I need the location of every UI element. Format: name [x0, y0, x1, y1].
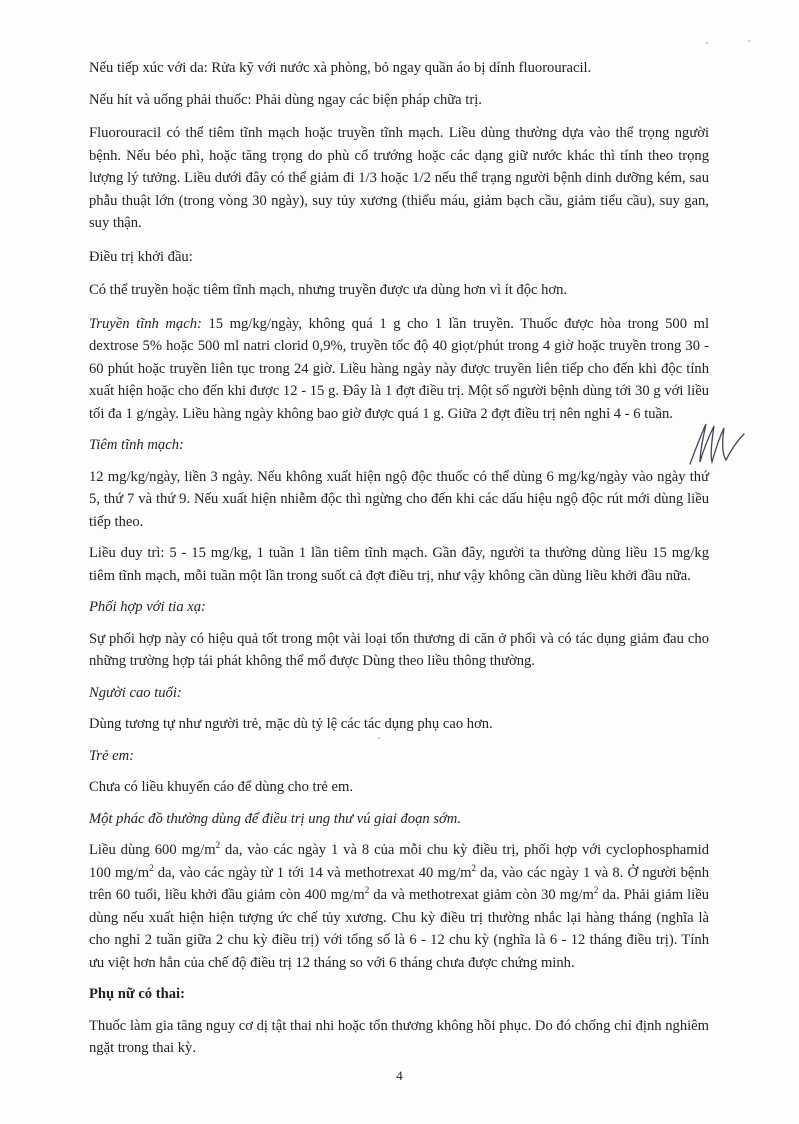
- paragraph-iv-infusion: [89, 313, 709, 426]
- scan-speck: [706, 42, 708, 44]
- heading-children: Trẻ em:: [89, 747, 134, 764]
- handwritten-initials: [688, 418, 746, 468]
- paragraph-elderly: Dùng tương tự như người trẻ, mặc dù tỷ lệ các tác dụng phụ cao hơn.: [89, 716, 493, 732]
- heading-initial-treatment: Điều trị khởi đầu:: [89, 248, 193, 265]
- paragraph-dosage-intro: Fluorouracil có thể tiêm tĩnh mạch hoặc truyền tĩnh mạch. Liều dùng thường dựa vào thể trọng người bệnh. Nếu béo phì, hoặc tăng trọng do phù cổ trướng hoặc các dạng giữ nước khác thì tính theo trọng lượng lý tưởng. Liều dưới đây có thể giảm đi 1/3 hoặc 1/2 nếu thể trạng người bệnh dinh dưỡng kém, sau phẫu thuật lớn (trong vòng 30 ngày), suy tủy xương (thiếu máu, giảm bạch cầu, giảm tiểu cầu), suy gan, suy thận.: [89, 125, 709, 231]
- heading-iv-injection: Tiêm tĩnh mạch:: [89, 437, 184, 453]
- scan-speck: [748, 40, 750, 42]
- heading-pregnancy: Phụ nữ có thai:: [89, 986, 185, 1002]
- paragraph-maintenance: Liều duy trì: 5 - 15 mg/kg, 1 tuần 1 lần tiêm tĩnh mạch. Gần đây, người ta thường dùng liều 15 mg/kg tiêm tĩnh mạch, mỗi tuần một lần trong suốt cả đợt điều trị, như vậy không cần dùng liều khởi đầu nữa.: [89, 545, 709, 584]
- heading-breast-cancer-regimen: Một phác đồ thường dùng để điều trị ung thư vú giai đoạn sớm.: [89, 810, 461, 827]
- paragraph-skin-contact: Nếu tiếp xúc với da: Rửa kỹ với nước xà phòng, bỏ ngay quần áo bị dính fluorouracil.: [89, 60, 592, 76]
- paragraph-infusion-preferred: Có thể truyền hoặc tiêm tĩnh mạch, nhưng truyền được ưa dùng hơn vì ít độc hơn.: [89, 282, 568, 298]
- heading-elderly: Người cao tuổi:: [89, 684, 182, 701]
- paragraph-children: Chưa có liều khuyến cáo để dùng cho trẻ em.: [89, 779, 354, 795]
- paragraph-iv-injection: 12 mg/kg/ngày, liền 3 ngày. Nếu không xuất hiện ngộ độc thuốc có thể dùng 6 mg/kg/ngày vào ngày thứ 5, thứ 7 và thứ 9. Nếu xuất hiện nhiễm độc thì ngừng cho đến khi các dấu hiệu ngộ độc rút mới dùng liều tiếp theo.: [89, 468, 709, 530]
- document-page: [89, 57, 709, 1060]
- paragraph-inhalation: Nếu hít và uống phải thuốc: Phải dùng ngay các biện pháp chữa trị.: [89, 91, 482, 108]
- iv-infusion-label: Truyền tĩnh mạch:: [89, 315, 202, 332]
- paragraph-radiation: Sự phối hợp này có hiệu quả tốt trong một vài loại tổn thương di căn ở phổi và có tác dụng giảm đau cho những trường hợp tái phát không thể mổ được Dùng theo liều thông thường.: [89, 630, 709, 669]
- page-number: 4: [396, 1068, 403, 1083]
- scan-speck: [378, 737, 380, 739]
- iv-infusion-text: 15 mg/kg/ngày, không quá 1 g cho 1 lần truyền. Thuốc được hòa trong 500 ml dextrose 5% hoặc 500 ml natri clorid 0,9%, truyền tốc độ 40 giọt/phút trong 4 giờ hoặc truyền trong 30 - 60 phút hoặc truyền liên tục trong 24 giờ. Liều hàng ngày này được truyền liên tiếp cho đến khi độc tính xuất hiện hoặc cho đến khi được 12 - 15 g. Đây là 1 đợt điều trị. Một số người bệnh dùng tới 30 g với liều tối đa 1 g/ngày. Liều hàng ngày không bao giờ được quá 1 g. Giữa 2 đợt điều trị nên nghỉ 4 - 6 tuần.: [89, 315, 709, 422]
- paragraph-breast-cancer-regimen: Liều dùng 600 $mg/m^2$ da, vào các ngày 1 và 8 của mỗi chu kỳ điều trị, phối hợp với cyclophosphamid 100 $mg/m^2$ da, vào các ngày từ 1 tới 14 và methotrexat 40 $mg/m^2$ da, vào các ngày 1 và 8. Ở người bệnh trên 60 tuổi, liều khởi đầu giảm còn 400 $mg/m^2$ da và methotrexat giảm còn 30 $mg/m^2$ da. Phải giảm liều dùng nếu xuất hiện hiện tượng ức chế tủy xương. Chu kỳ điều trị thường nhắc lại hàng tháng (nghĩa là cho nghỉ 2 tuần giữa 2 chu kỳ điều trị) với tổng số là 6 - 12 chu kỳ (nghĩa là 6 - 12 tháng điều trị). Tính ưu việt hơn hẳn của chế độ điều trị 12 tháng so với 6 tháng chưa được chứng minh.: [89, 840, 710, 971]
- paragraph-pregnancy: Thuốc làm gia tăng nguy cơ dị tật thai nhi hoặc tổn thương không hồi phục. Do đó chống chỉ định nghiêm ngặt trong thai kỳ.: [89, 1017, 709, 1056]
- heading-radiation: Phối hợp với tia xạ:: [89, 599, 206, 615]
